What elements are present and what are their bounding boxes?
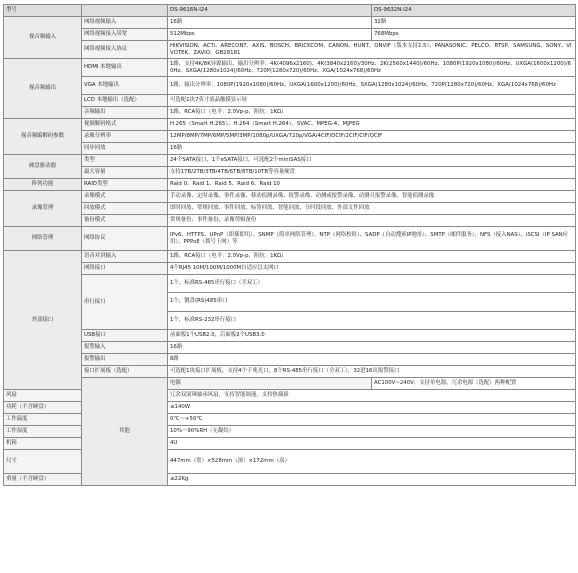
spec-row (4, 251, 576, 263)
spec-label: 备份模式 (82, 215, 168, 227)
spec-value: 12MP/8MP/7MP/6MP/5MP/3MP/1080p/UXGA/720p/VGA/4CIF/DCIF/2CIF/CIF/QCIF (168, 131, 576, 143)
spec-label: 音频输出 (82, 107, 168, 119)
spec-value: 1路，RCA接口（电平：2.0Vp-p，阻抗：1KΩ） (168, 107, 576, 119)
category-cell: 视音频输出 (4, 59, 82, 119)
spec-label: 语音对讲输入 (82, 251, 168, 263)
spec-row (4, 59, 576, 77)
model-col-2: DS-9632N-I24 (372, 5, 576, 17)
spec-label: 工作温度 (4, 414, 82, 426)
spec-label: LCD 本地输出（选配） (82, 95, 168, 107)
spec-label: 机箱 (4, 438, 82, 450)
spec-row (4, 143, 576, 155)
model-label: 型号 (4, 5, 82, 17)
spec-value-line: 1个，标准RS-232串行接口 (170, 316, 236, 323)
spec-label: 网络接口 (82, 263, 168, 275)
spec-label: 同步回放 (82, 143, 168, 155)
spec-row (4, 107, 576, 119)
category-cell: 硬盘驱动器 (4, 155, 82, 179)
spec-label: 工作湿度 (4, 426, 82, 438)
spec-value-col-1: 16路 (168, 17, 372, 29)
spec-label: 功耗（不含硬盘） (4, 402, 82, 414)
spec-value: 4个RJ45 10M/100M/1000M自适应以太网口 (168, 263, 576, 275)
spec-label: 报警输出 (82, 354, 168, 366)
spec-value: 前面板1个USB2.0，后面板2个USB3.0 (168, 330, 576, 342)
category-cell: 其他 (82, 378, 168, 486)
spec-row (4, 227, 576, 251)
spec-value: HIKVISION、ACTi、ARECONT、AXIS、BOSCH、BRICKCOM、CANON、HUNT、ONVIF（版本支持2.5）、PANASONIC、PELCO、RTSP、SAMSUNG、SONY、VIVOTEK、ZAVIO、GB28181 (168, 41, 576, 59)
spec-value: 4U (168, 438, 576, 450)
spec-label: 串行接口 (82, 275, 168, 330)
spec-value: 可选配1块接口扩展板，支持4个千兆光口，8个RS-485串行接口（全双工），32进16出报警接口 (168, 366, 576, 378)
spec-row (4, 95, 576, 107)
spec-row (4, 77, 576, 95)
spec-label: 重量（不含硬盘） (4, 474, 82, 486)
spec-row (4, 263, 576, 275)
spec-value: 冗余双滚珠轴承风扇，支持智能调速，支持热插拔 (168, 390, 576, 402)
spec-value: 手动录像、定时录像、事件录像、移动侦测录像、报警录像、动测或报警录像、动测且报警录像、智能侦测录像 (168, 191, 576, 203)
category-cell: 视音频编解码参数 (4, 119, 82, 155)
spec-row (4, 17, 576, 29)
category-cell: 外部接口 (4, 251, 82, 390)
spec-value: IPv6、HTTPS、UPnP（即插即用）、SNMP（简单网络管理）、NTP（网络校时）、SADP（自动搜索IP地址）、SMTP（邮件服务）、NFS（接入NAS）、iSCSI（IP SAN应用）、PPPoE（拨号上网）等 (168, 227, 576, 251)
spec-label: USB接口 (82, 330, 168, 342)
category-cell: 视音频输入 (4, 17, 82, 59)
spec-value: AC100V~240V，支持单电源，冗余电源（选配）两种配置 (372, 378, 576, 390)
spec-table (3, 4, 576, 486)
spec-value-line: 1个，标准RS-485串行接口（半双工） (168, 275, 575, 293)
spec-value-col-1: 512Mbps (168, 29, 372, 41)
spec-value-line: 1个，键盘(RS)485串口 (168, 293, 575, 311)
spec-row (4, 179, 576, 191)
spec-row (4, 342, 576, 354)
spec-value: 支持1TB/2TB/3TB/4TB/6TB/8TB/10TB等容量硬盘 (168, 167, 576, 179)
spec-value: 常规备份、事件备份、录像剪辑备份 (168, 215, 576, 227)
spec-label: 视频解码格式 (82, 119, 168, 131)
spec-value: 447mm（宽）×528mm（深）×172mm（高） (168, 450, 576, 474)
spec-row (4, 131, 576, 143)
spec-value: 16路 (168, 143, 576, 155)
spec-label: VGA 本地输出 (82, 77, 168, 95)
spec-label: 尺寸 (4, 450, 82, 474)
model-col-1: DS-9616N-I24 (168, 5, 372, 17)
spec-value: 0℃～+50℃ (168, 414, 576, 426)
spec-row (4, 203, 576, 215)
spec-value: 16路 (168, 342, 576, 354)
spec-label: 录像分辨率 (82, 131, 168, 143)
spec-label: 录像模式 (82, 191, 168, 203)
spec-value-col-2: 32路 (372, 17, 576, 29)
spec-row (4, 378, 576, 390)
spec-table-body (4, 5, 576, 486)
category-cell: 网络管理 (4, 227, 82, 251)
spec-label: 回放模式 (82, 203, 168, 215)
spec-value: 24个SATA接口，1个eSATA接口，可选配2个miniSAS接口 (168, 155, 576, 167)
spec-label: 类型 (82, 155, 168, 167)
spec-row (4, 29, 576, 41)
spec-label: HDMI 本地输出 (82, 59, 168, 77)
spec-label: 电源 (168, 378, 372, 390)
spec-label: 网络协议 (82, 227, 168, 251)
spec-row (4, 330, 576, 342)
spec-label: 风扇 (4, 390, 82, 402)
spec-row (4, 41, 576, 59)
spec-value: 8路 (168, 354, 576, 366)
spec-value: H.265（Smart H.265）、H.264（Smart H.264）、SVAC、MPEG-4、MJPEG (168, 119, 576, 131)
spec-value: 1路，输出分辨率：1080P(1920x1080)/60Hz、UXGA(1600x1200)/60Hz、SXGA(1280x1024)/60Hz、720P(1280x720)/60Hz、XGA(1024x768)/60Hz (168, 77, 576, 95)
spec-label: 网络视频接入协议 (82, 41, 168, 59)
spec-value: 1路，RCA接口（电平：2.0Vp-p，阻抗：1KΩ） (168, 251, 576, 263)
spec-value (168, 275, 576, 330)
header-row (4, 5, 576, 17)
spec-label: RAID类型 (82, 179, 168, 191)
category-cell: 阵列功能 (4, 179, 82, 191)
spec-row (4, 167, 576, 179)
spec-value: Raid 0、Raid 1、Raid 5、Raid 6、Raid 10 (168, 179, 576, 191)
spec-value: 可选配1块7英寸液晶触摸显示屏 (168, 95, 576, 107)
spec-value: ≤140W (168, 402, 576, 414)
spec-row (4, 275, 576, 330)
spec-value: 10%～90%RH（无凝结） (168, 426, 576, 438)
spec-label: 网络视频输入 (82, 17, 168, 29)
spec-row (4, 366, 576, 378)
spec-row (4, 191, 576, 203)
spec-row (4, 354, 576, 366)
spec-row (4, 215, 576, 227)
spec-value: ≤22Kg (168, 474, 576, 486)
spec-label: 网络视频接入带宽 (82, 29, 168, 41)
spec-value-col-2: 768Mbps (372, 29, 576, 41)
spec-label: 接口扩展板（选配） (82, 366, 168, 378)
category-cell: 录像管理 (4, 191, 82, 227)
spec-row (4, 155, 576, 167)
spec-value: 1路，支持4K/8K异源输出，输出分辨率：4K(4096x2160)、4K(3840x2160)/30Hz、2K(2560x1440)/60Hz、1080P(1920x1080)/60Hz、UXGA(1600x1200)/60Hz、SXGA(1280x1024)/60Hz、720P(1280x720)/60Hz、XGA(1024x768)/60Hz (168, 59, 576, 77)
spec-value: 即时回放、常规回放、事件回放、标签回放、智能回放、分时段回放、外部文件回放 (168, 203, 576, 215)
spec-label: 报警输入 (82, 342, 168, 354)
spec-label: 最大容量 (82, 167, 168, 179)
spec-row (4, 119, 576, 131)
